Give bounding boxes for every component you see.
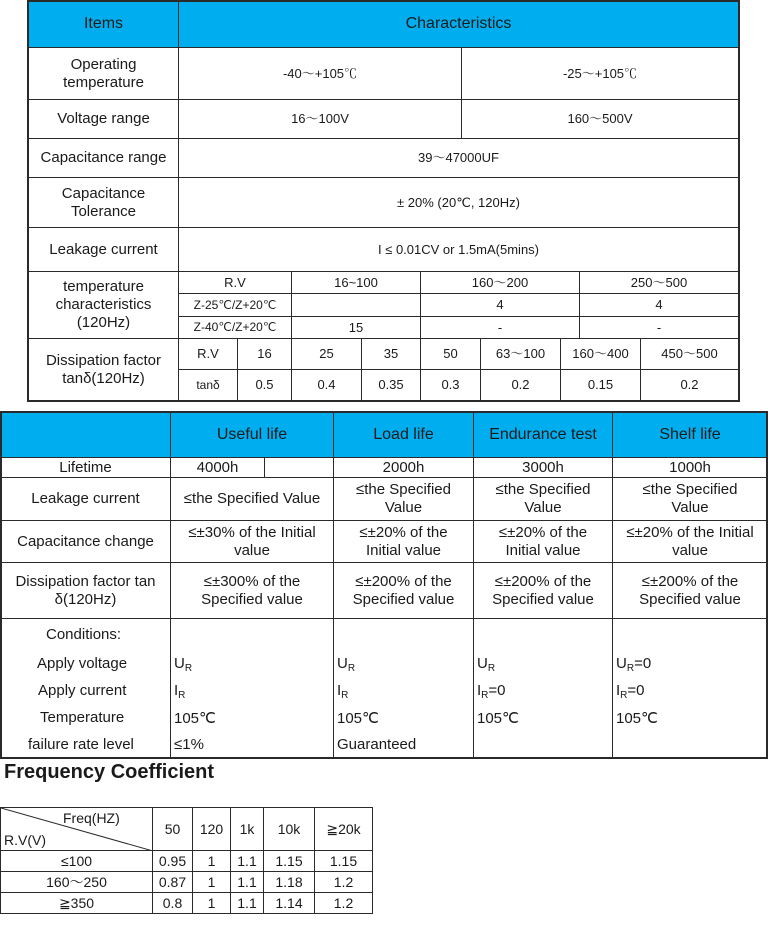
label-temperature-characteristics: temperature characteristics (120Hz) [28, 271, 179, 339]
cond-temperature-shelf: 105℃ [616, 710, 658, 727]
freq-10k: 10k [263, 807, 315, 851]
freq-row2-rv: 160～250 [0, 871, 153, 893]
freq-row2-50: 0.87 [152, 871, 193, 893]
capacitance-tolerance-value: ± 20% (20℃, 120Hz) [178, 177, 739, 228]
conditions-load-life [333, 618, 474, 758]
tc-header-160-200: 160～200 [420, 271, 580, 294]
freq-row1-50: 0.95 [152, 850, 193, 872]
df-rv-25: 25 [291, 338, 362, 370]
cond-voltage-load: $U_R$ [337, 655, 356, 674]
conditions-title: Conditions: [46, 626, 122, 643]
df-rv-50: 50 [420, 338, 481, 370]
cond-voltage-shelf: $U_R=0$ [616, 655, 652, 674]
frequency-coefficient-title: Frequency Coefficient [4, 761, 215, 783]
df-rv-16: 16 [237, 338, 292, 370]
cond-temperature-load: 105℃ [337, 710, 379, 727]
df-useful: ≤±300% of the Specified value [170, 562, 334, 619]
freq-corner-cell [0, 807, 153, 851]
operating-temp-low: -40～+105℃ [178, 47, 462, 100]
freq-20k: ≧20k [314, 807, 373, 851]
leakage-useful: ≤the Specified Value [170, 477, 334, 521]
header-characteristics: Characteristics [178, 0, 739, 48]
freq-row1-20k: 1.15 [314, 850, 373, 872]
cond-voltage-useful: $U_R$ [174, 655, 193, 674]
df-tan-50: 0.3 [420, 369, 481, 401]
label-leakage-current-life: Leakage current [0, 477, 171, 521]
df-tan-25: 0.4 [291, 369, 362, 401]
freq-row3-20k: 1.2 [314, 892, 373, 914]
freq-row2-10k: 1.18 [263, 871, 315, 893]
freq-row3-rv: ≧350 [0, 892, 153, 914]
conditions-endurance-test [473, 618, 613, 758]
freq-row2-120: 1 [192, 871, 231, 893]
cond-label-voltage: Apply voltage [37, 655, 128, 672]
tc-header-rv: R.V [178, 271, 292, 294]
df-tan-450-500: 0.2 [640, 369, 739, 401]
tc-row2-val3: - [579, 316, 739, 339]
leakage-shelf: ≤the Specified Value [612, 477, 768, 521]
tc-row2-val1: 15 [291, 316, 421, 339]
df-rv-label: R.V [178, 338, 238, 370]
corner-rv-label: R.V(V) [4, 832, 46, 848]
label-leakage-current: Leakage current [28, 227, 179, 272]
freq-row1-10k: 1.15 [263, 850, 315, 872]
tc-row1-name: Z-25℃/Z+20℃ [178, 293, 292, 317]
tc-header-16-100: 16~100 [291, 271, 421, 294]
freq-120: 120 [192, 807, 231, 851]
leakage-endurance: ≤the Specified Value [473, 477, 613, 521]
tc-header-250-500: 250～500 [579, 271, 739, 294]
cond-label-current: Apply current [38, 682, 127, 699]
df-tan-label: tanδ [178, 369, 238, 401]
df-shelf: ≤±200% of the Specified value [612, 562, 768, 619]
voltage-range-low: 16～100V [178, 99, 462, 139]
df-tan-63-100: 0.2 [480, 369, 561, 401]
tc-row2-val2: - [420, 316, 580, 339]
cap-change-shelf: ≤±20% of the Initial value [612, 520, 768, 563]
label-lifetime: Lifetime [0, 457, 171, 478]
df-tan-16: 0.5 [237, 369, 292, 401]
conditions-useful-life [170, 618, 334, 758]
life-header-load-life: Load life [333, 412, 474, 458]
cap-change-load: ≤±20% of the Initial value [333, 520, 474, 563]
label-capacitance-range: Capacitance range [28, 138, 179, 178]
cond-failure-useful: ≤1% [174, 736, 204, 753]
corner-freq-label: Freq(HZ) [63, 810, 120, 826]
freq-50: 50 [152, 807, 193, 851]
capacitance-range-value: 39～47000UF [178, 138, 739, 178]
label-voltage-range: Voltage range [28, 99, 179, 139]
lifetime-useful: 4000h [170, 457, 265, 478]
header-items: Items [28, 0, 179, 48]
cond-current-shelf: $I_R=0$ [616, 682, 645, 701]
lifetime-endurance: 3000h [473, 457, 613, 478]
conditions-shelf-life [612, 618, 768, 758]
cond-temperature-endurance: 105℃ [477, 710, 519, 727]
freq-row3-120: 1 [192, 892, 231, 914]
label-capacitance-change: Capacitance change [0, 520, 171, 563]
tc-row1-val2: 4 [420, 293, 580, 317]
freq-row1-120: 1 [192, 850, 231, 872]
label-dissipation-factor: Dissipation factor tanδ(120Hz) [28, 338, 179, 401]
freq-row3-10k: 1.14 [263, 892, 315, 914]
lifetime-load: 2000h [333, 457, 474, 478]
life-header-useful-life: Useful life [170, 412, 334, 458]
df-rv-450-500: 450～500 [640, 338, 739, 370]
df-rv-35: 35 [361, 338, 421, 370]
lifetime-shelf: 1000h [612, 457, 768, 478]
cond-current-useful: $I_R$ [174, 682, 186, 701]
life-header-blank [0, 412, 171, 458]
cond-current-load: $I_R$ [337, 682, 349, 701]
leakage-load: ≤the Specified Value [333, 477, 474, 521]
freq-row1-rv: ≤100 [0, 850, 153, 872]
df-load: ≤±200% of the Specified value [333, 562, 474, 619]
cond-voltage-endurance: $U_R$ [477, 655, 496, 674]
tc-row1-val1 [291, 293, 421, 317]
tc-row1-val3: 4 [579, 293, 739, 317]
df-rv-63-100: 63～100 [480, 338, 561, 370]
cond-temperature-useful: 105℃ [174, 710, 216, 727]
tc-row2-name: Z-40℃/Z+20℃ [178, 316, 292, 339]
voltage-range-high: 160～500V [461, 99, 739, 139]
conditions-labels [0, 618, 171, 758]
freq-row1-1k: 1.1 [230, 850, 264, 872]
lifetime-useful-blank [264, 457, 334, 478]
df-tan-35: 0.35 [361, 369, 421, 401]
df-endurance: ≤±200% of the Specified value [473, 562, 613, 619]
freq-row3-1k: 1.1 [230, 892, 264, 914]
life-header-shelf-life: Shelf life [612, 412, 768, 458]
label-dissipation-factor-life: Dissipation factor tan δ(120Hz) [0, 562, 171, 619]
cond-label-temperature: Temperature [40, 709, 125, 726]
life-header-endurance-test: Endurance test [473, 412, 613, 458]
freq-row3-50: 0.8 [152, 892, 193, 914]
operating-temp-high: -25～+105℃ [461, 47, 739, 100]
df-rv-160-400: 160～400 [560, 338, 641, 370]
label-capacitance-tolerance: Capacitance Tolerance [28, 177, 179, 228]
label-operating-temperature: Operating temperature [28, 47, 179, 100]
freq-1k: 1k [230, 807, 264, 851]
cap-change-useful: ≤±30% of the Initial value [170, 520, 334, 563]
leakage-current-value: I ≤ 0.01CV or 1.5mA(5mins) [178, 227, 739, 272]
cap-change-endurance: ≤±20% of the Initial value [473, 520, 613, 563]
cond-failure-load: Guaranteed [337, 736, 417, 753]
freq-row2-20k: 1.2 [314, 871, 373, 893]
cond-label-failure: failure rate level [28, 736, 134, 753]
cond-current-endurance: $I_R=0$ [477, 682, 506, 701]
freq-row2-1k: 1.1 [230, 871, 264, 893]
df-tan-160-400: 0.15 [560, 369, 641, 401]
